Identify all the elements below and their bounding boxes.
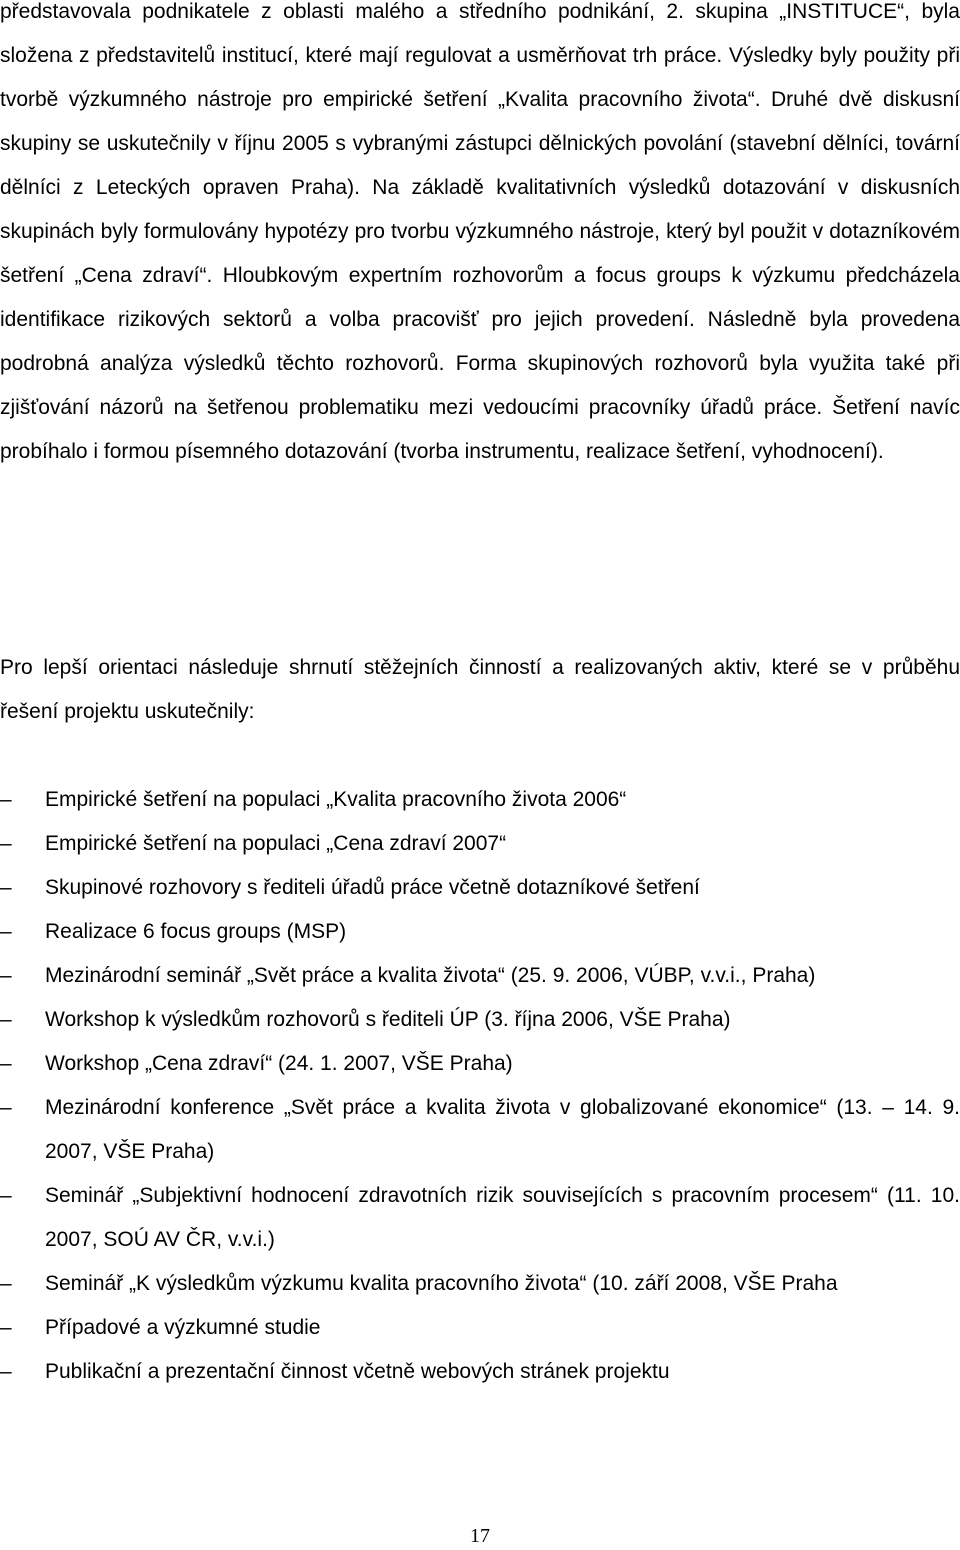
list-dash-marker: – [0, 1096, 12, 1119]
list-dash-marker: – [0, 964, 12, 987]
list-item-text: Mezinárodní seminář „Svět práce a kvalita života“ (25. 9. 2006, VÚBP, v.v.i., Praha) [45, 964, 816, 987]
list-dash-marker: – [0, 920, 12, 943]
list-item [0, 822, 960, 866]
intro-paragraph: Pro lepší orientaci následuje shrnutí stěžejních činností a realizovaných aktiv, které se v průběhu řešení projektu uskutečnily: [0, 656, 960, 723]
list-item-text: Skupinové rozhovory s řediteli úřadů práce včetně dotazníkové šetření [45, 876, 700, 899]
list-item [0, 1262, 960, 1306]
list-dash-marker: – [0, 1360, 12, 1383]
list-item-text: Seminář „Subjektivní hodnocení zdravotních rizik souvisejících s pracovním procesem“ (11. 10. 2007, SOÚ AV ČR, v.v.i.) [45, 1184, 960, 1251]
list-item-text: Případové a výzkumné studie [45, 1316, 321, 1339]
list-item [0, 954, 960, 998]
list-item [0, 1306, 960, 1350]
list-dash-marker: – [0, 1052, 12, 1075]
list-item-text: Empirické šetření na populaci „Kvalita pracovního života 2006“ [45, 788, 627, 811]
list-item-text: Realizace 6 focus groups (MSP) [45, 920, 347, 943]
body-paragraph: představovala podnikatele z oblasti malého a středního podnikání, 2. skupina „INSTITUCE“, byla složena z představitelů institucí, které mají regulovat a usměrňovat trh práce. Výsledky byly použity při tvorbě výzkumného nástroje pro empirické šetření „Kvalita pracovního života“. Druhé dvě diskusní skupiny se uskutečnily v říjnu 2005 s vybranými zástupci dělnických povolání (stavební dělníci, tovární dělníci z Leteckých opraven Praha). Na základě kvalitativních výsledků dotazování v diskusních skupinách byly formulovány hypotézy pro tvorbu výzkumného nástroje, který byl použit v dotazníkovém šetření „Cena zdraví“. Hloubkovým expertním rozhovorům a focus groups k výzkumu předcházela identifikace rizikových sektorů a volba pracovišť pro jejich provedení. Následně byla provedena podrobná analýza výsledků těchto rozhovorů. Forma skupinových rozhovorů byla využita také při zjišťování názorů na šetřenou problematiku mezi vedoucími pracovníky úřadů práce. Šetření navíc probíhalo i formou písemného dotazování (tvorba instrumentu, realizace šetření, vyhodnocení). [0, 0, 960, 463]
list-item-text: Seminář „K výsledkům výzkumu kvalita pracovního života“ (10. září 2008, VŠE Praha [45, 1272, 838, 1295]
list-item-text: Empirické šetření na populaci „Cena zdraví 2007“ [45, 832, 507, 855]
list-item [0, 778, 960, 822]
list-item-text: Workshop k výsledkům rozhovorů s řediteli ÚP (3. října 2006, VŠE Praha) [45, 1008, 731, 1031]
list-item [0, 1042, 960, 1086]
list-dash-marker: – [0, 788, 12, 811]
list-dash-marker: – [0, 876, 12, 899]
list-item-text: Mezinárodní konference „Svět práce a kvalita života v globalizované ekonomice“ (13. – 14. 9. 2007, VŠE Praha) [45, 1096, 960, 1163]
list-item [0, 910, 960, 954]
list-dash-marker: – [0, 1184, 12, 1207]
list-dash-marker: – [0, 832, 12, 855]
list-dash-marker: – [0, 1008, 12, 1031]
list-item [0, 1174, 960, 1262]
activity-list [0, 778, 960, 1394]
list-dash-marker: – [0, 1316, 12, 1339]
page-number: 17 [470, 1525, 490, 1547]
list-item [0, 1086, 960, 1174]
list-dash-marker: – [0, 1272, 12, 1295]
list-item [0, 998, 960, 1042]
list-item-text: Workshop „Cena zdraví“ (24. 1. 2007, VŠE Praha) [45, 1052, 513, 1075]
list-item [0, 866, 960, 910]
list-item-text: Publikační a prezentační činnost včetně webových stránek projektu [45, 1360, 670, 1383]
list-item [0, 1350, 960, 1394]
